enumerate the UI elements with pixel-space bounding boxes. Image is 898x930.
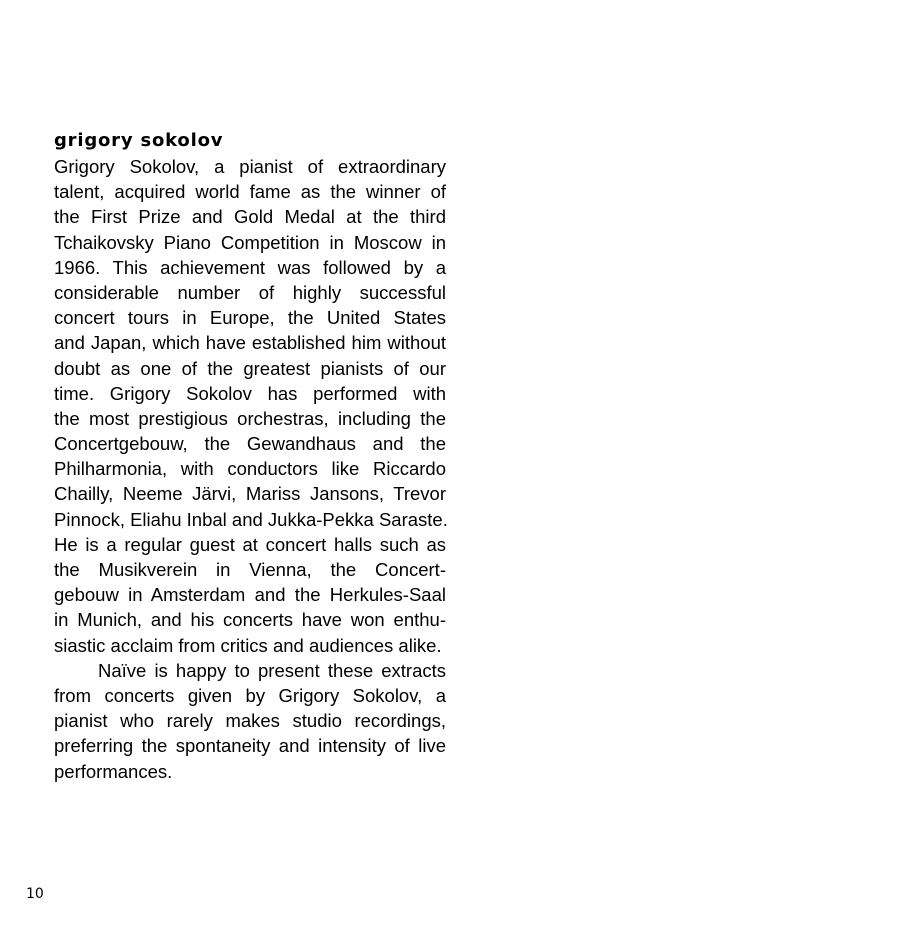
text-line: Chailly, Neeme Järvi, Mariss Jansons, Trevor: [54, 483, 446, 505]
text-line: performances.: [54, 760, 173, 782]
text-line: the First Prize and Gold Medal at the third: [54, 206, 446, 228]
page-number: 10: [26, 886, 44, 902]
section-heading: grigory sokolov: [54, 130, 224, 151]
text-line: He is a regular guest at concert halls such as: [54, 533, 446, 555]
text-line: from concerts given by Grigory Sokolov, a: [54, 684, 446, 706]
text-line: Grigory Sokolov, a pianist of extraordinary: [54, 156, 446, 177]
text-line: in Munich, and his concerts have won enthu-: [54, 609, 446, 631]
text-line: preferring the spontaneity and intensity of live: [54, 735, 446, 757]
text-line: Naïve is happy to present these extracts: [98, 659, 446, 681]
text-line: the most prestigious orchestras, including the: [54, 407, 446, 429]
text-line: the Musikverein in Vienna, the Concert-: [54, 559, 446, 580]
text-line: Philharmonia, with conductors like Riccardo: [54, 458, 446, 480]
text-line: time. Grigory Sokolov has performed with: [54, 382, 446, 404]
text-line: Pinnock, Eliahu Inbal and Jukka-Pekka Saraste.: [54, 508, 448, 530]
paragraph-naive: [54, 658, 446, 784]
text-line: doubt as one of the greatest pianists of our: [54, 357, 446, 379]
text-line: gebouw in Amsterdam and the Herkules-Saal: [54, 584, 446, 606]
text-line: and Japan, which have established him without: [54, 332, 446, 354]
text-line: Concertgebouw, the Gewandhaus and the: [54, 433, 446, 455]
text-line: talent, acquired world fame as the winner of: [54, 181, 446, 203]
text-line: considerable number of highly successful: [54, 281, 446, 303]
text-line: 1966. This achievement was followed by a: [54, 256, 446, 278]
text-column: [54, 128, 446, 784]
text-line: Tchaikovsky Piano Competition in Moscow in: [54, 231, 446, 253]
text-line: pianist who rarely makes studio recordings,: [54, 710, 446, 732]
text-line: concert tours in Europe, the United States: [54, 307, 446, 329]
paragraph-biography: [54, 154, 446, 658]
text-line: siastic acclaim from critics and audiences alike.: [54, 634, 442, 656]
